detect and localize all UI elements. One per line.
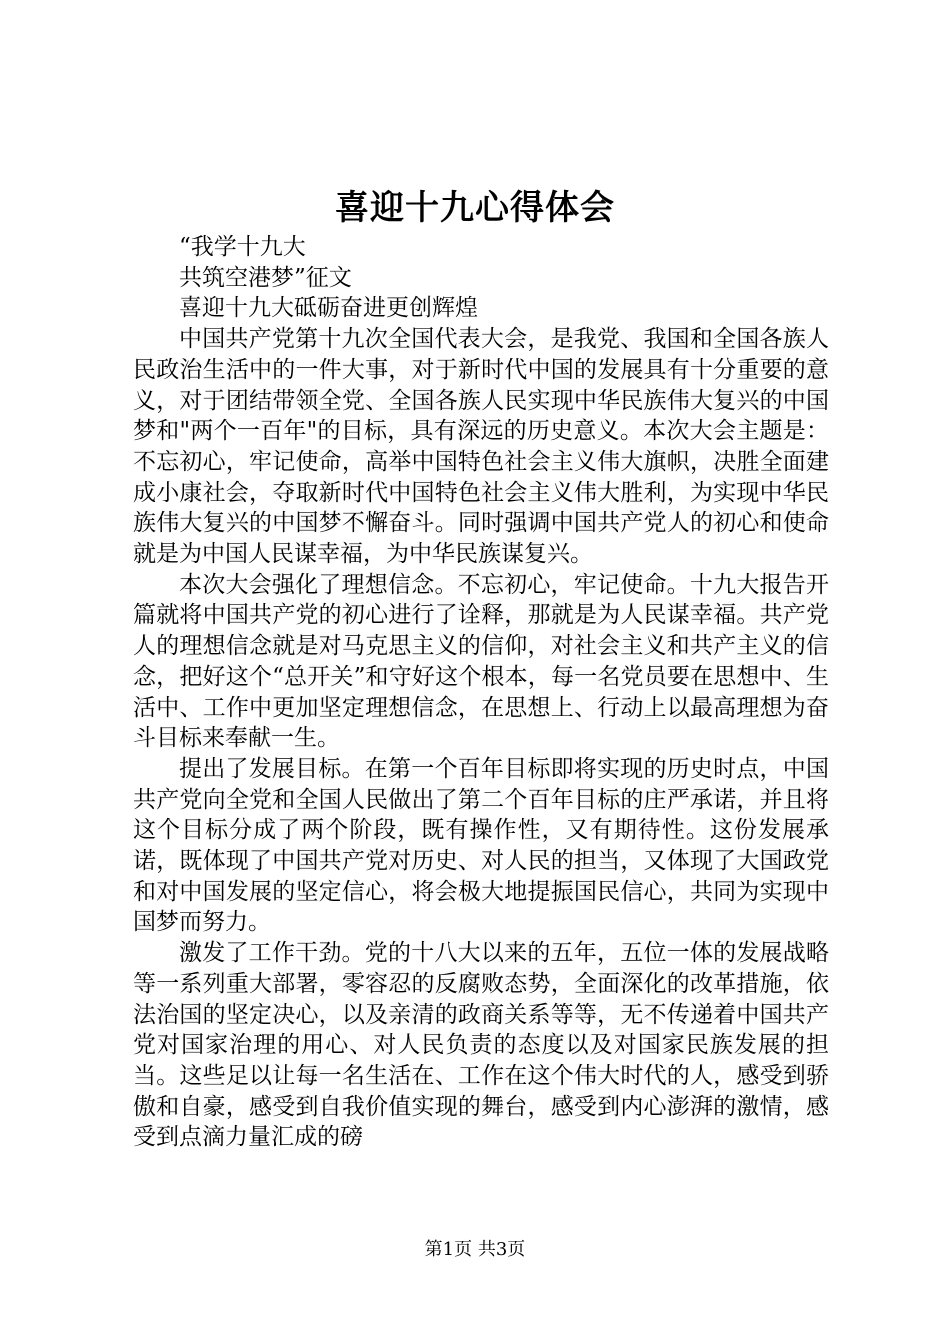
paragraph-subtitle: 喜迎十九大砥砺奋进更创辉煌	[179, 295, 478, 322]
paragraph-work-motivation: 激发了工作干劲。党的十八大以来的五年，五位一体的发展战略等一系列重大部署，零容忍的反腐败态势，全面深化的改革措施，依法治国的坚定决心，以及亲清的政商关系等等，无不传递着中国共产党对国家治理的用心、对人民负责的态度以及对国家民族发展的担当。这些足以让每一名生活在、工作在这个伟大时代的人，感受到骄傲和自豪，感受到自我价值实现的舞台，感受到内心澎湃的激情，感受到点滴力量汇成的磅	[133, 940, 829, 1151]
paragraph-intro-line-2: 共筑空港梦”征文	[179, 264, 352, 291]
page-number-footer: 第1页 共3页	[424, 1239, 526, 1260]
paragraph-development-goals: 提出了发展目标。在第一个百年目标即将实现的历史时点，中国共产党向全党和全国人民做出了第二个百年目标的庄严承诺，并且将这个目标分成了两个阶段，既有操作性，又有期待性。这份发展承诺，既体现了中国共产党对历史、对人民的担当，又体现了大国政党和对中国发展的坚定信心，将会极大地提振国民信心，共同为实现中国梦而努力。	[133, 755, 829, 936]
paragraph-congress-significance: 中国共产党第十九次全国代表大会，是我党、我国和全国各族人民政治生活中的一件大事，对于新时代中国的发展具有十分重要的意义，对于团结带领全党、全国各族人民实现中华民族伟大复兴的中国梦和"两个一百年"的目标，具有深远的历史意义。本次大会主题是：不忘初心，牢记使命，高举中国特色社会主义伟大旗帜，决胜全面建成小康社会，夺取新时代中国特色社会主义伟大胜利，为实现中华民族伟大复兴的中国梦不懈奋斗。同时强调中国共产党人的初心和使命就是为中国人民谋幸福，为中华民族谋复兴。	[133, 326, 829, 568]
document-body	[133, 232, 829, 1153]
paragraph-intro-line-1: “我学十九大	[179, 234, 306, 260]
document-title: 喜迎十九心得体会	[335, 188, 615, 228]
paragraph-ideals-beliefs: 本次大会强化了理想信念。不忘初心，牢记使命。十九大报告开篇就将中国共产党的初心进行了诠释，那就是为人民谋幸福。共产党人的理想信念就是对马克思主义的信仰，对社会主义和共产主义的信念，把好这个“总开关”和守好这个根本，每一名党员要在思想中、生活中、工作中更加坚定理想信念，在思想上、行动上以最高理想为奋斗目标来奉献一生。	[133, 571, 829, 752]
